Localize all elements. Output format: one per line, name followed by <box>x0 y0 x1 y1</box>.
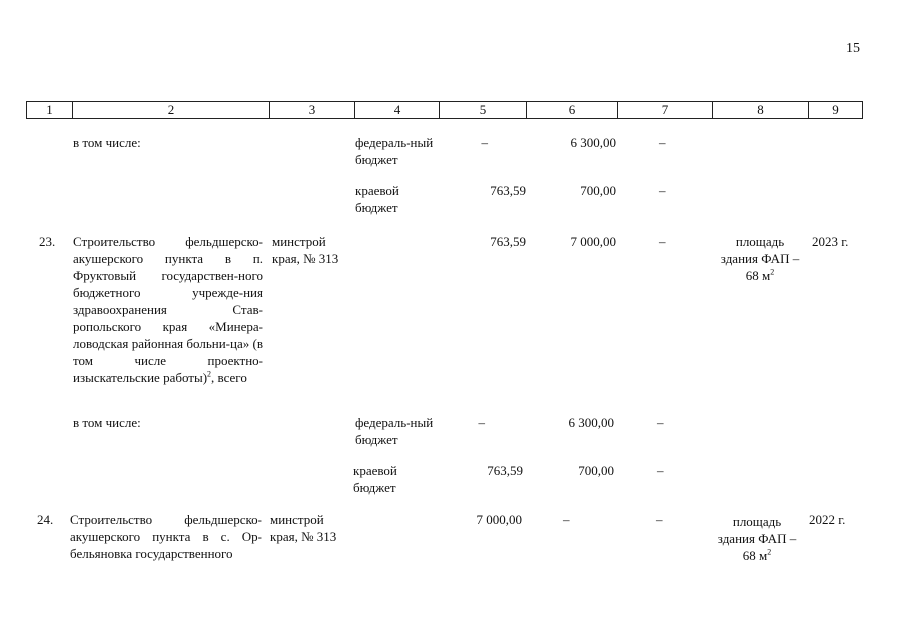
header-col-1: 1 <box>27 102 73 119</box>
result-line: здания ФАП – <box>717 531 797 546</box>
value-col7: – <box>659 183 666 198</box>
funding-source-regional: краевой бюджет <box>353 463 397 495</box>
value-col6: 700,00 <box>580 183 616 198</box>
item-name-tail: , всего <box>211 370 247 385</box>
header-col-7: 7 <box>618 102 713 119</box>
value-col6: 6 300,00 <box>568 415 614 430</box>
header-col-8: 8 <box>713 102 809 119</box>
value-col7: – <box>657 463 664 478</box>
row-number: 24. <box>37 512 54 527</box>
value-col5: 763,59 <box>490 183 526 198</box>
including-label: в том числе: <box>73 415 141 430</box>
completion-year: 2023 г. <box>812 234 849 249</box>
completion-year: 2022 г. <box>809 512 846 527</box>
funding-source-regional: краевой бюджет <box>355 183 399 215</box>
value-col5: – <box>481 135 488 150</box>
column-number-header <box>26 101 863 119</box>
value-col6: – <box>563 512 570 527</box>
header-col-3: 3 <box>270 102 355 119</box>
value-col5: 763,59 <box>487 463 523 478</box>
value-col7: – <box>656 512 663 527</box>
result-line: площадь <box>732 514 782 529</box>
result-indicator <box>700 233 820 284</box>
header-col-9: 9 <box>809 102 863 119</box>
superscript: 2 <box>767 547 772 557</box>
header-col-5: 5 <box>440 102 527 119</box>
header-col-2: 2 <box>73 102 270 119</box>
value-col5: 7 000,00 <box>476 512 522 527</box>
result-line <box>697 547 817 564</box>
result-line: здания ФАП – <box>720 251 800 266</box>
executor: минстрой края, № 313 <box>270 512 337 544</box>
row-number: 23. <box>39 234 56 249</box>
value-col7: – <box>657 415 664 430</box>
value-col6: 6 300,00 <box>570 135 616 150</box>
funding-source-federal: федераль-ный бюджет <box>355 415 434 447</box>
header-col-6: 6 <box>527 102 618 119</box>
result-area: 68 м <box>745 268 771 283</box>
value-col5: 763,59 <box>490 234 526 249</box>
value-col7: – <box>659 135 666 150</box>
result-line: площадь <box>735 234 785 249</box>
executor: минстрой края, № 313 <box>272 234 339 266</box>
item-name <box>73 233 263 386</box>
result-indicator <box>697 513 817 564</box>
result-line <box>700 267 820 284</box>
value-col5: – <box>478 415 485 430</box>
value-col7: – <box>659 234 666 249</box>
header-col-4: 4 <box>355 102 440 119</box>
footnote-mark: 2 <box>207 369 212 379</box>
item-name-text: Строительство фельдшерско-акушерского пункта в п. Фруктовый государствен-ного бюджетного учрежде-ния здравоохранения Став-ропольского края «Минера-ловодская районная больни-ца» (в том числе проектно-изыскательские работы) <box>73 234 263 385</box>
value-col6: 7 000,00 <box>570 234 616 249</box>
result-area: 68 м <box>742 548 768 563</box>
item-name: Строительство фельдшерско-акушерского пункта в с. Ор-бельяновка государственного <box>70 512 262 561</box>
value-col6: 700,00 <box>578 463 614 478</box>
page-number: 15 <box>846 41 860 56</box>
superscript: 2 <box>770 267 775 277</box>
including-label: в том числе: <box>73 135 141 150</box>
funding-source-federal: федераль-ный бюджет <box>355 135 434 167</box>
